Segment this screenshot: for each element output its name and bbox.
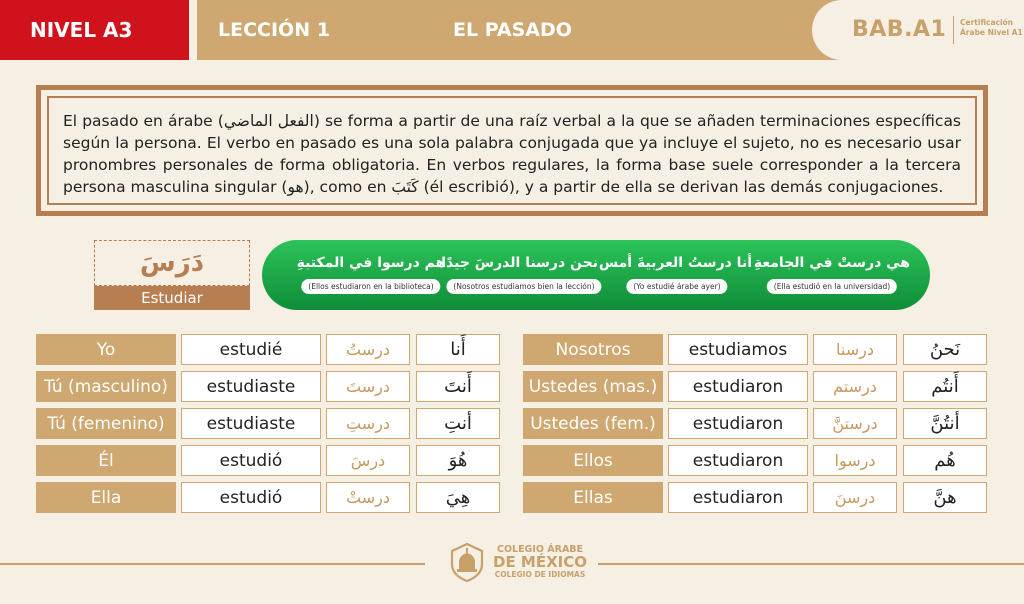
example-translation: (Ellos estudiaron en la biblioteca) <box>301 279 440 294</box>
cert-line-2: Árabe Nivel A1 <box>960 28 1023 37</box>
level-badge <box>0 0 189 60</box>
person-cell: Tú (femenino) <box>36 408 176 439</box>
mosque-shield-icon <box>449 542 485 582</box>
example-arabic: هي درستْ في الجامعةِ <box>753 255 910 271</box>
verb-cell: درستَ <box>326 371 410 402</box>
example-arabic: أنا درستُ العربيةَ أمس <box>598 255 752 271</box>
person-cell: Nosotros <box>523 334 663 365</box>
pronoun-cell: أَنتُم <box>903 371 987 402</box>
verb-cell: درستم <box>813 371 897 402</box>
cert-line-1: Certificación <box>960 18 1014 27</box>
examples-banner <box>262 240 930 310</box>
pronoun-cell: أنتِ <box>416 408 500 439</box>
spanish-cell: estudió <box>181 482 321 513</box>
intro-inner-frame <box>47 96 977 205</box>
example-translation: (Nosotros estudiamos bien la lección) <box>446 279 601 294</box>
spanish-cell: estudió <box>181 445 321 476</box>
example-translation: (Ella estudió en la universidad) <box>767 279 897 294</box>
person-cell: Ella <box>36 482 176 513</box>
verb-cell: درستُ <box>326 334 410 365</box>
header-bar <box>0 0 1024 60</box>
verb-arabic: دَرَسَ <box>94 240 250 286</box>
example-arabic: نحن درسنا الدرسَ جيدًا <box>441 255 598 271</box>
spanish-cell: estudiaron <box>668 482 808 513</box>
verb-cell: درسنَ <box>813 482 897 513</box>
footer-divider-left <box>0 563 425 565</box>
certification-label <box>960 18 1023 38</box>
school-logo-text <box>490 544 590 579</box>
example-item <box>441 240 598 310</box>
intro-paragraph: El pasado en árabe (الفعل الماضي) se forma a partir de una raíz verbal a la que se añaden terminaciones específicas según la persona. El verbo en pasado es una sola palabra conjugada que ya incluye el sujeto, no es necesario usar pronombres personales de forma obligatoria. En verbos regulares, la forma base suele corresponder a la tercera persona masculina singular (هو), como en كَتَبَ (él escribió), y a partir de ella se derivan las demás conjugaciones. <box>63 112 962 196</box>
verb-cell: درستِ <box>326 408 410 439</box>
verb-cell: درسوا <box>813 445 897 476</box>
person-cell: Ustedes (fem.) <box>523 408 663 439</box>
spanish-cell: estudiaron <box>668 445 808 476</box>
example-item <box>598 240 752 310</box>
verb-cell: درسَ <box>326 445 410 476</box>
footer-divider-right <box>598 563 1024 565</box>
spanish-cell: estudiaste <box>181 408 321 439</box>
brand-logo: BAB.A1 <box>852 17 947 42</box>
lesson-label: LECCIÓN 1 <box>218 19 330 41</box>
pronoun-cell: أَنتَ <box>416 371 500 402</box>
spanish-cell: estudiamos <box>668 334 808 365</box>
verb-cell: درستْ <box>326 482 410 513</box>
spanish-cell: estudiaron <box>668 408 808 439</box>
person-cell: Tú (masculino) <box>36 371 176 402</box>
example-item <box>754 240 910 310</box>
person-cell: Ustedes (mas.) <box>523 371 663 402</box>
person-cell: Yo <box>36 334 176 365</box>
logo-line-1: COLEGIO ÁRABE <box>496 544 584 555</box>
verb-cell: درسنا <box>813 334 897 365</box>
verb-meaning: Estudiar <box>94 286 250 310</box>
spanish-cell: estudiaste <box>181 371 321 402</box>
level-label: NIVEL A3 <box>30 18 133 42</box>
pronoun-cell: نَحنُ <box>903 334 987 365</box>
pronoun-cell: أَنا <box>416 334 500 365</box>
topic-label: EL PASADO <box>453 19 572 41</box>
spanish-cell: estudié <box>181 334 321 365</box>
logo-line-3: COLEGIO DE IDIOMAS <box>494 570 586 579</box>
pronoun-cell: هُوَ <box>416 445 500 476</box>
person-cell: Ellas <box>523 482 663 513</box>
pronoun-cell: هنَّ <box>903 482 987 513</box>
brand-divider <box>953 16 954 44</box>
example-arabic: هم درسوا في المكتبةِ <box>296 255 446 271</box>
person-cell: Él <box>36 445 176 476</box>
example-item <box>296 240 446 310</box>
person-cell: Ellos <box>523 445 663 476</box>
verb-card <box>94 240 250 310</box>
spanish-cell: estudiaron <box>668 371 808 402</box>
logo-line-2: DE MÉXICO <box>493 553 587 571</box>
verb-cell: درستنَّ <box>813 408 897 439</box>
pronoun-cell: هُم <box>903 445 987 476</box>
pronoun-cell: هِيَ <box>416 482 500 513</box>
example-translation: (Yo estudié árabe ayer) <box>626 279 727 294</box>
pronoun-cell: أنتُنَّ <box>903 408 987 439</box>
intro-frame <box>36 85 988 216</box>
